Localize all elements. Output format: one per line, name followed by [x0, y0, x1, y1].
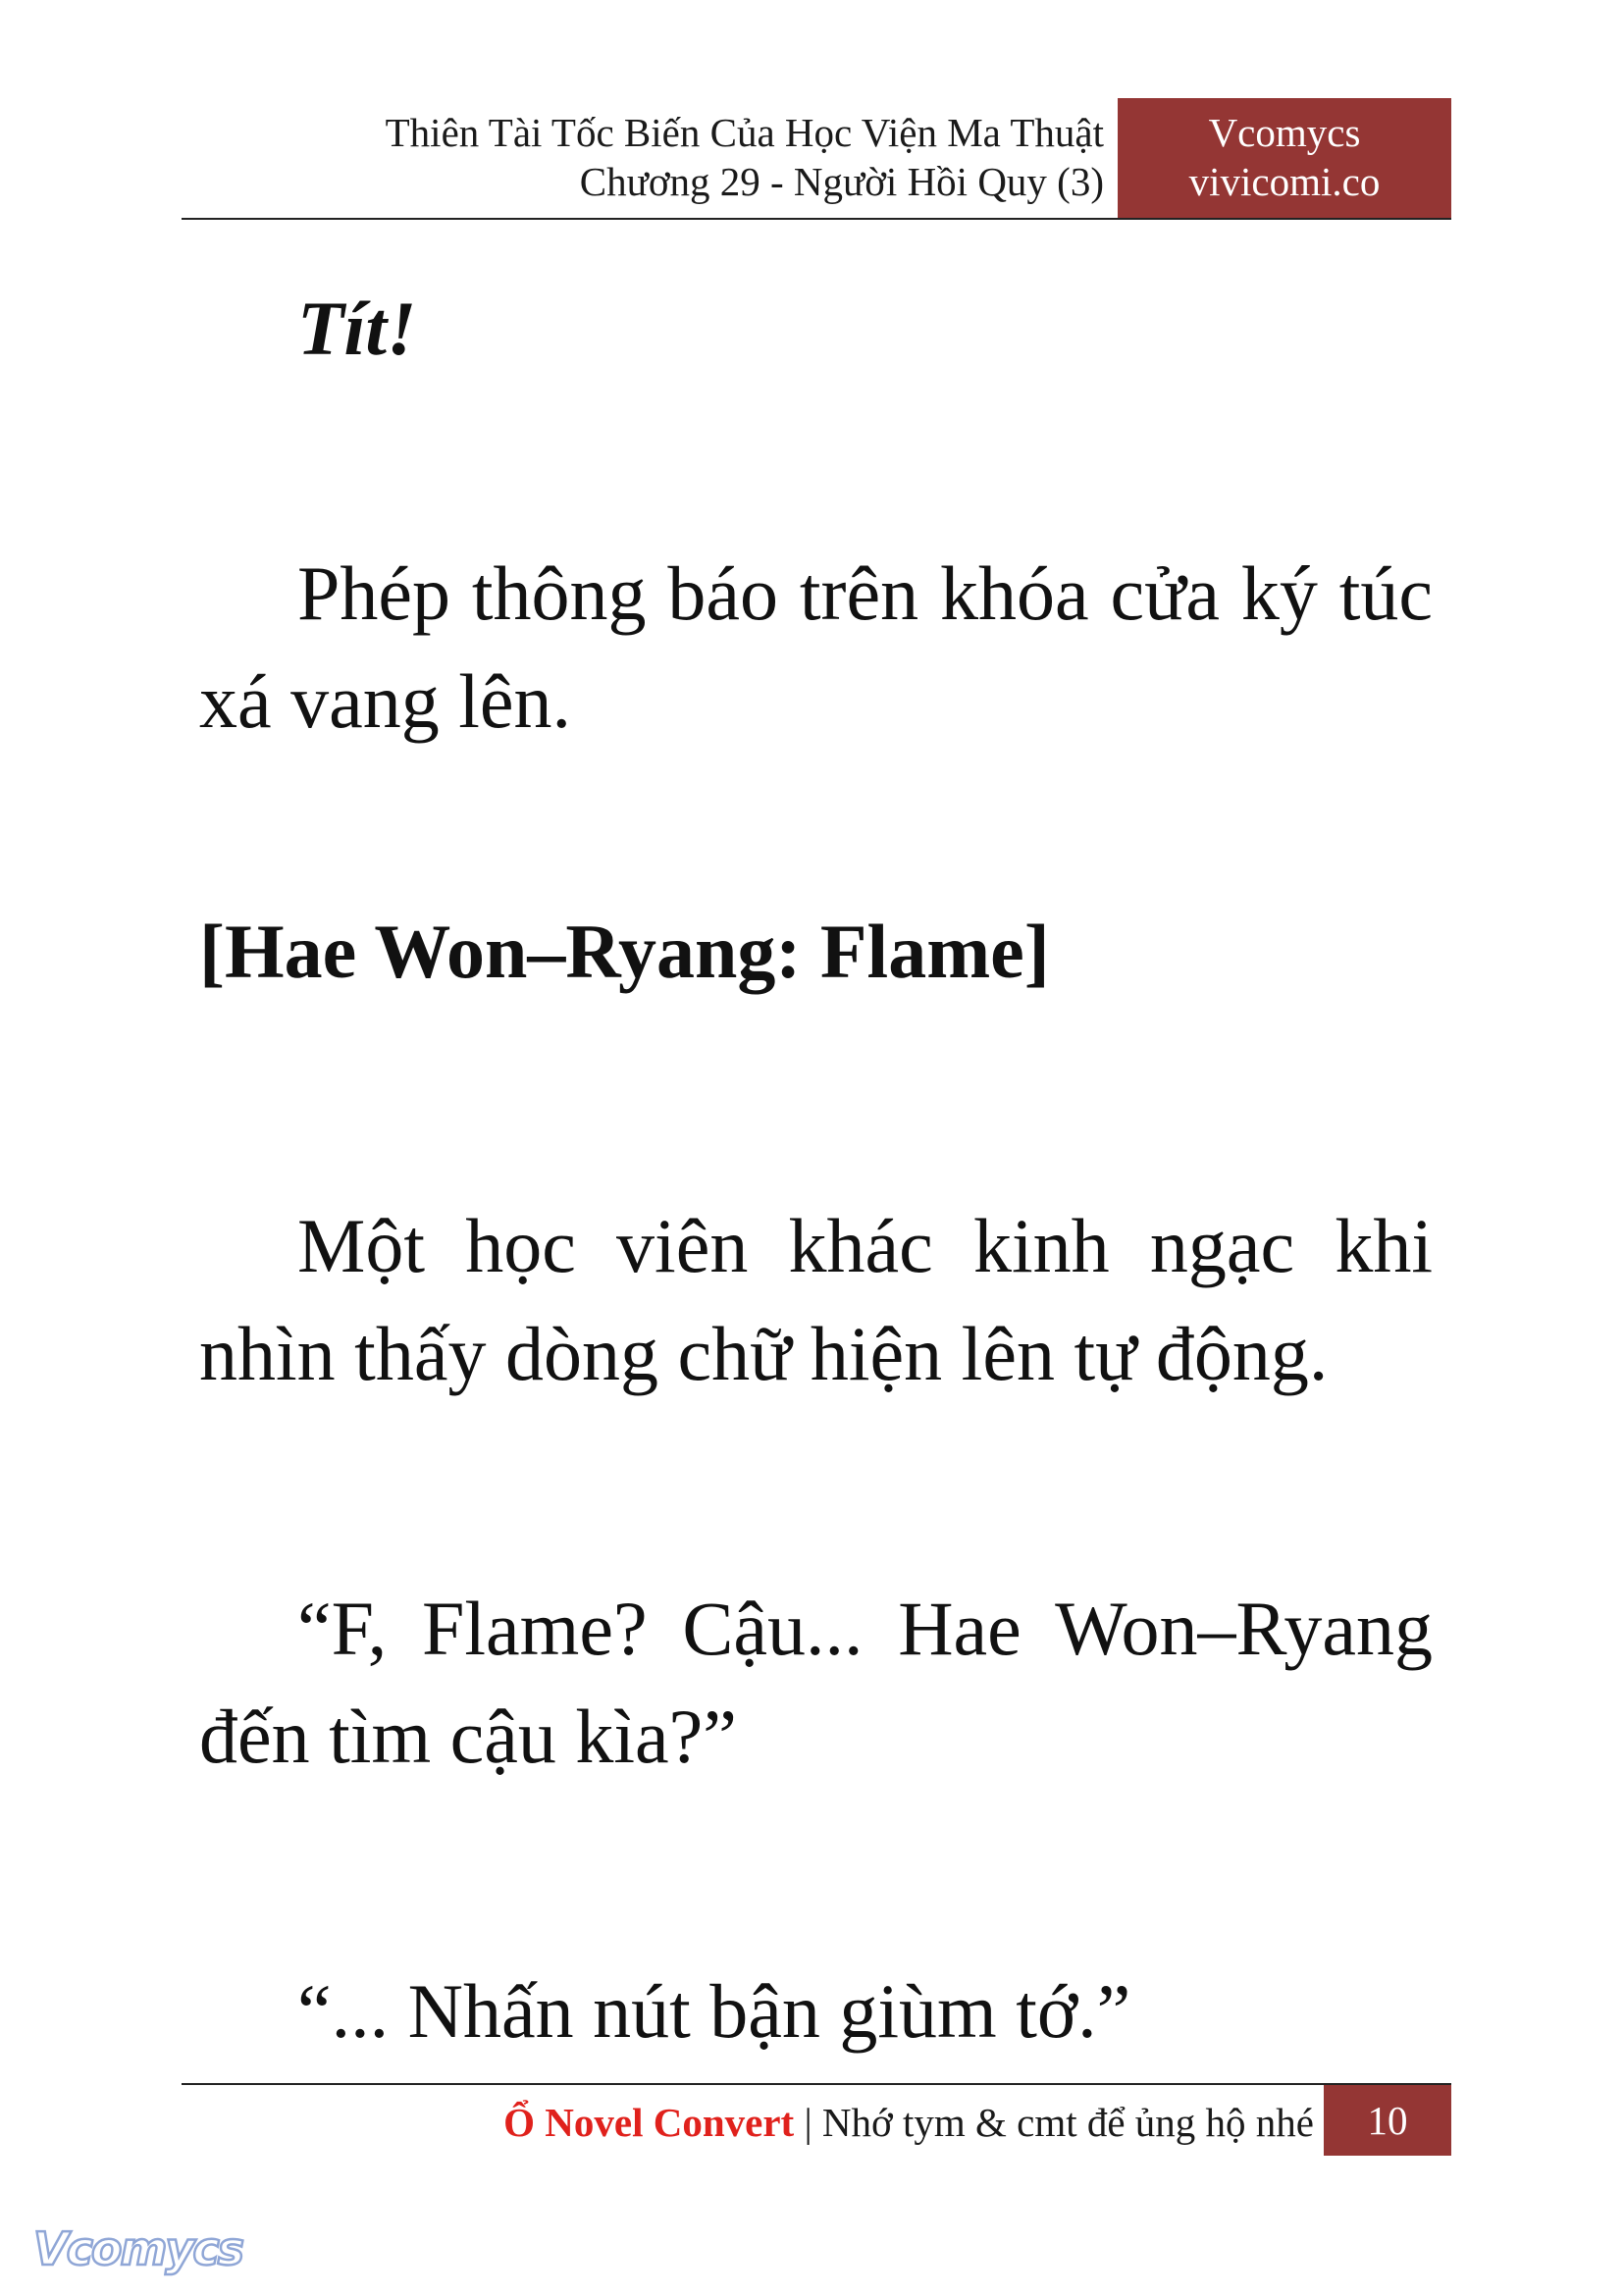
chapter-title: Chương 29 - Người Hồi Quy (3) [579, 159, 1104, 204]
dialogue-line: “... Nhấn nút bận giùm tớ.” [297, 1968, 1131, 2054]
footer-separator: | [794, 2100, 822, 2145]
brand-site: vivicomi.co [1188, 159, 1381, 204]
book-title: Thiên Tài Tốc Biến Của Học Viện Ma Thuật [385, 110, 1104, 155]
page-number: 10 [1324, 2085, 1451, 2156]
footer-text [503, 2095, 1314, 2150]
page-footer [182, 2083, 1451, 2156]
system-message: [Hae Won–Ryang: Flame] [199, 909, 1050, 994]
page-header [182, 98, 1451, 220]
sound-effect-line: Tít! [297, 286, 417, 371]
header-brand-box [1118, 98, 1451, 218]
footer-brand: Ổ Novel Convert [503, 2100, 795, 2145]
dialogue-line: “F, Flame? Cậu... Hae Won–Ryang đến tìm cậu kìa?” [199, 1586, 1433, 1779]
paragraph: Phép thông báo trên khóa cửa ký túc xá vang lên. [199, 550, 1433, 744]
brand-name: Vcomycs [1208, 110, 1361, 155]
footer-message: Nhớ tym & cmt để ủng hộ nhé [821, 2100, 1314, 2145]
paragraph: Một học viên khác kinh ngạc khi nhìn thấy dòng chữ hiện lên tự động. [199, 1203, 1433, 1396]
header-titles [386, 108, 1104, 206]
watermark-text: Vcomycs [33, 2222, 243, 2275]
vcomycs-watermark-logo [29, 2219, 250, 2278]
